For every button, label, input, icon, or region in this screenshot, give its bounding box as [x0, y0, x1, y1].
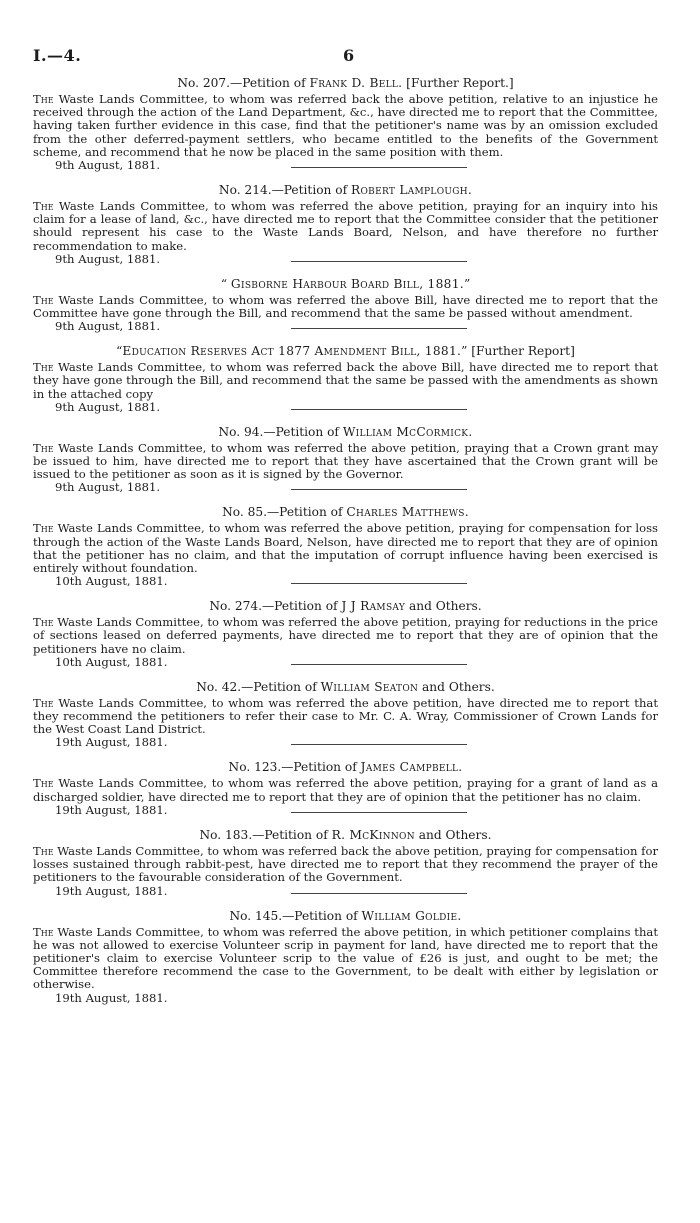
section-title: “Education Reserves Act 1877 Amendment Bill, 1881.” [Further Report]	[116, 344, 575, 359]
bill-section	[33, 344, 658, 415]
section-body: The Waste Lands Committee, to whom was referred back the above petition, praying for compensation for losses sustained through rabbit-pest, have directed me to report that they recommend the prayer of the petitioners to the favourable consideration of the Government.	[33, 843, 658, 885]
section-divider	[291, 261, 467, 262]
petition-section	[33, 599, 658, 670]
section-body: The Waste Lands Committee, to whom was referred the above Bill, have directed me to report that the Committee have gone through the Bill, and recommend that the same be passed without amendment.	[33, 292, 658, 321]
section-date: 9th August, 1881.	[55, 158, 161, 173]
section-date: 9th August, 1881.	[55, 399, 161, 414]
petition-section	[33, 183, 658, 267]
section-title: No. 42.—Petition of William Seaton and Others.	[196, 679, 495, 694]
section-divider	[291, 583, 467, 584]
bill-section	[33, 277, 658, 334]
section-divider	[291, 328, 467, 329]
section-title: No. 85.—Petition of Charles Matthews.	[222, 505, 469, 520]
section-divider	[291, 167, 467, 168]
section-title: No. 214.—Petition of Robert Lamplough.	[218, 183, 473, 198]
section-date: 9th August, 1881.	[55, 251, 161, 266]
section-body: The Waste Lands Committee, to whom was referred the above petition, praying that a Crown grant may be issued to him, have directed me to report that they have ascertained that the Crown grant will be issued to the petitioner as soon as it is signed by the Governor.	[33, 440, 658, 482]
section-divider	[291, 489, 467, 490]
section-body: The Waste Lands Committee, to whom was referred back the above Bill, have directed me to report that they have gone through the Bill, and recommend that the same be passed with the amendments as shown in the attached copy	[33, 360, 658, 401]
section-divider	[291, 812, 467, 813]
section-body: The Waste Lands Committee, to whom was referred back the above petition, relative to an injustice he received through the action of the Land Department, &c., have directed me to report that the Committee, having taken further evidence in this case, find that the petitioner's name was by an omission excluded from the other deferred-payment settlers, who became entitled to the benefits of the Government scheme, and recommend that he now be placed in the same position with them.	[33, 92, 658, 159]
section-date: 10th August, 1881.	[55, 654, 168, 669]
section-body: The Waste Lands Committee, to whom was referred the above petition, praying for an inquiry into his claim for a lease of land, &c., have directed me to report that the Committee consider that the petitioner should represent his case to the Waste Lands Board, Nelson, and have therefore no further recommendation to make.	[33, 199, 658, 253]
petition-section	[33, 425, 658, 496]
section-date: 9th August, 1881.	[55, 319, 161, 334]
section-divider	[291, 893, 467, 894]
petition-section	[33, 76, 658, 173]
section-date: 19th August, 1881.	[55, 802, 168, 817]
section-divider	[291, 744, 467, 745]
section-title: No. 145.—Petition of William Goldie.	[229, 908, 462, 923]
section-title: No. 207.—Petition of Frank D. Bell. [Further Report.]	[177, 76, 514, 90]
petition-section	[33, 505, 658, 589]
section-body: The Waste Lands Committee, to whom was referred the above petition, praying for compensation for loss through the action of the Waste Lands Board, Nelson, have directed me to report that they are of opinion that the petitioner has no claim, and that the imputation of corrupt influence having been exercised is entirely without foundation.	[33, 521, 658, 576]
section-divider	[291, 409, 467, 410]
section-date: 19th August, 1881.	[55, 735, 168, 750]
paper-reference: I.—4.	[33, 46, 82, 65]
section-body: The Waste Lands Committee, to whom was referred the above petition, have directed me to report that they recommend the petitioners to refer their case to Mr. C. A. Wray, Commissioner of Crown Lands for the West Coast Land District.	[33, 695, 658, 737]
section-date: 10th August, 1881.	[55, 574, 168, 589]
section-divider	[291, 664, 467, 665]
section-body: The Waste Lands Committee, to whom was referred the above petition, in which petitioner complains that he was not allowed to exercise Volunteer scrip in payment for land, have directed me to report that the petitioner's claim to exercise Volunteer scrip to the value of £26 is just, and ought to be met; the Committee therefore recommend the case to the Government, to be dealt with either by legislation or otherwise.	[33, 924, 658, 992]
petition-section	[33, 760, 658, 817]
section-body: The Waste Lands Committee, to whom was referred the above petition, praying for a grant of land as a discharged soldier, have directed me to report that they are of opinion that the petitioner has no claim.	[33, 776, 658, 804]
section-date: 9th August, 1881.	[55, 480, 161, 495]
section-title: “ Gisborne Harbour Board Bill, 1881.”	[220, 276, 471, 291]
section-title: No. 94.—Petition of William McCormick.	[218, 424, 473, 439]
petition-section	[33, 680, 658, 751]
page-number: 6	[343, 46, 355, 65]
section-title: No. 274.—Petition of J J Ramsay and Others.	[209, 599, 482, 614]
section-title: No. 183.—Petition of R. McKinnon and Others.	[199, 827, 492, 842]
section-title: No. 123.—Petition of James Campbell.	[228, 760, 463, 775]
section-date: 19th August, 1881.	[55, 990, 168, 1005]
page-header	[33, 40, 658, 66]
section-body: The Waste Lands Committee, to whom was referred the above petition, praying for reductions in the price of sections leased on deferred payments, have directed me to report that they are of opinion that the petitioners have no claim.	[33, 615, 658, 656]
section-date: 19th August, 1881.	[55, 883, 168, 898]
petition-section	[33, 828, 658, 899]
petition-section	[33, 909, 658, 1006]
